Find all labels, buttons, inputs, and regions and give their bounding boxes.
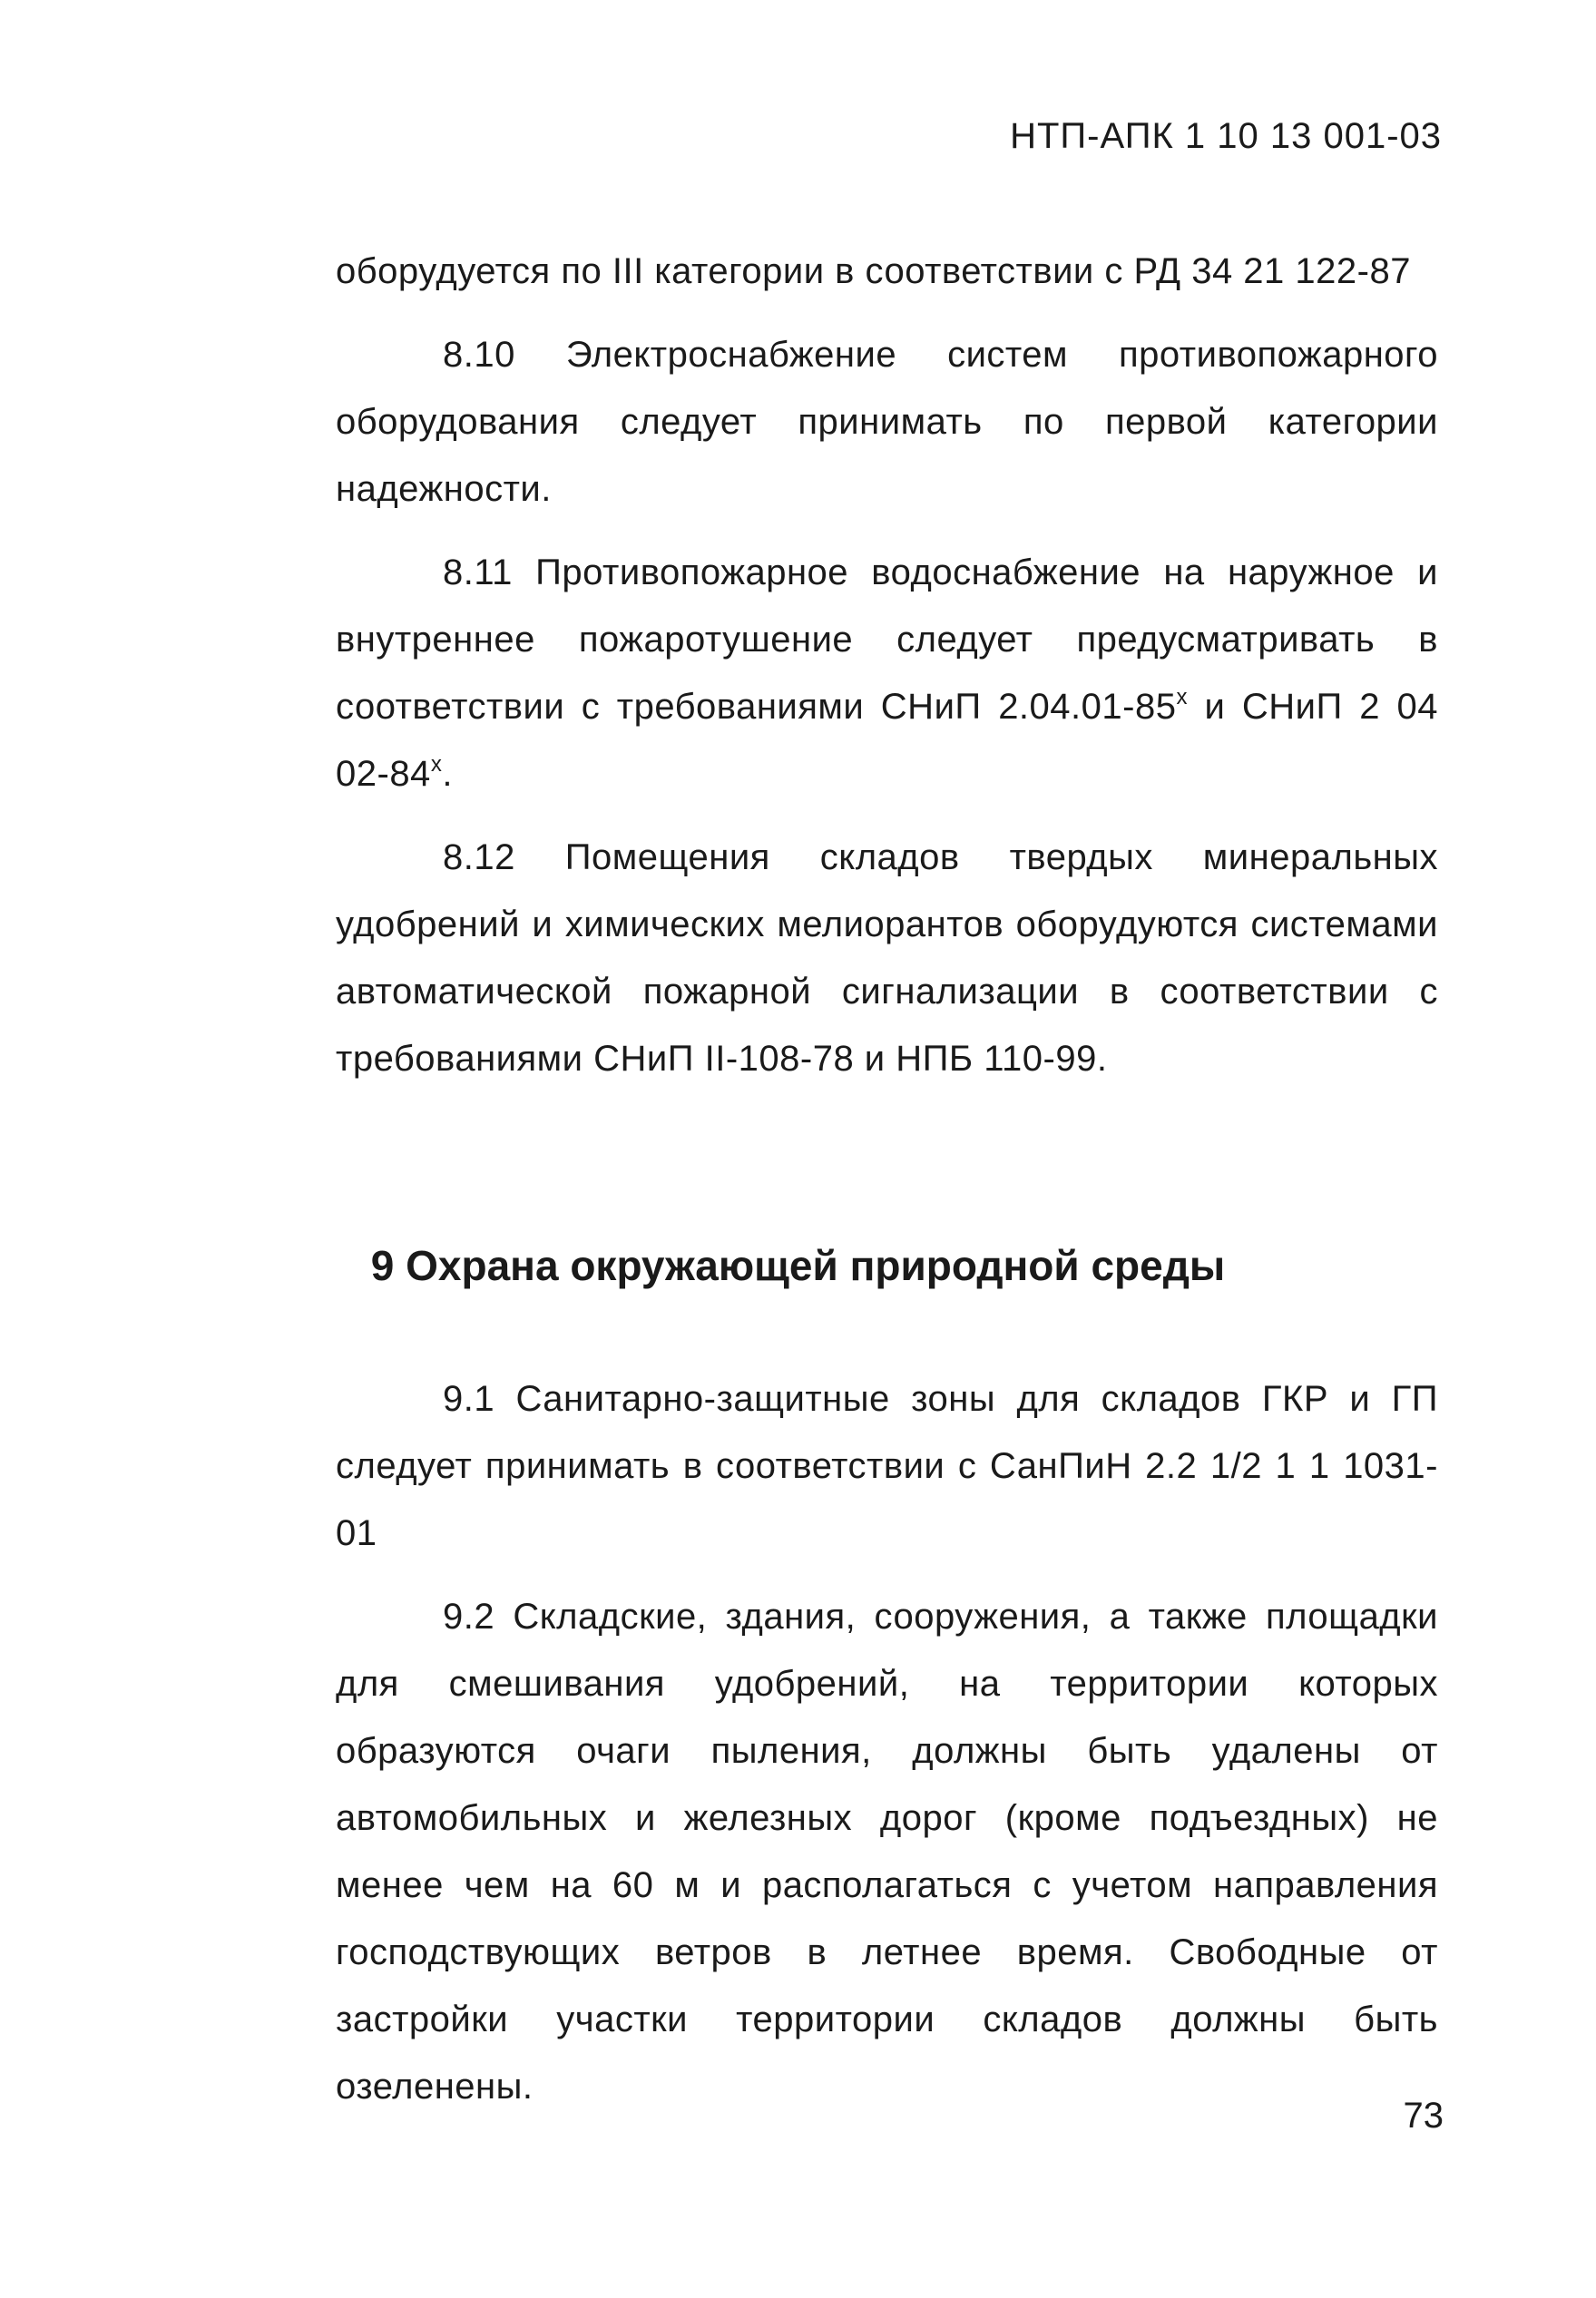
superscript-mark: х — [430, 752, 443, 777]
paragraph-8-11-text-b: и СНиП 2 04 02-84 — [336, 687, 1439, 794]
text-block-section-9 — [336, 1365, 1438, 2120]
paragraph-8-11-text-c: . — [442, 754, 453, 794]
paragraph-8-11 — [336, 539, 1438, 807]
paragraph-8-10: 8.10 Электроснабжение систем противопожарного оборудования следует принимать по первой категории надежности. — [336, 335, 1438, 509]
paragraph-continuation: оборудуется по III категории в соответствии с РД 34 21 122-87 — [336, 251, 1411, 291]
page-number: 73 — [1403, 2096, 1444, 2136]
document-code-header: НТП-АПК 1 10 13 001-03 — [1010, 116, 1442, 156]
superscript-mark: х — [1176, 685, 1188, 709]
paragraph-9-1: 9.1 Санитарно-защитные зоны для складов ГКР и ГП следует принимать в соответствии с СанПиН 2.2 1/2 1 1 1031-01 — [336, 1379, 1438, 1553]
paragraph-9-2: 9.2 Складские, здания, сооружения, а также площадки для смешивания удобрений, на территории которых образуются очаги пыления, должны быть удалены от автомобильных и железных дорог (кроме подъездных) не менее чем на 60 м и располагаться с учетом направления господствующих ветров в летнее время. Свободные от застройки участки территории складов должны быть озеленены. — [336, 1597, 1438, 2107]
paragraph-8-11-text-a: 8.11 Противопожарное водоснабжение на наружное и внутреннее пожаротушение следует предусматривать в соответствии с требованиями СНиП 2.04.01-85 — [336, 552, 1438, 727]
text-block-section-8 — [336, 238, 1438, 1092]
paragraph-8-12: 8.12 Помещения складов твердых минеральных удобрений и химических мелиорантов оборудуются системами автоматической пожарной сигнализации в соответствии с требованиями СНиП II-108-78 и НПБ 110-99. — [336, 837, 1438, 1079]
section-heading: 9 Охрана окружающей природной среды — [370, 1242, 1226, 1289]
